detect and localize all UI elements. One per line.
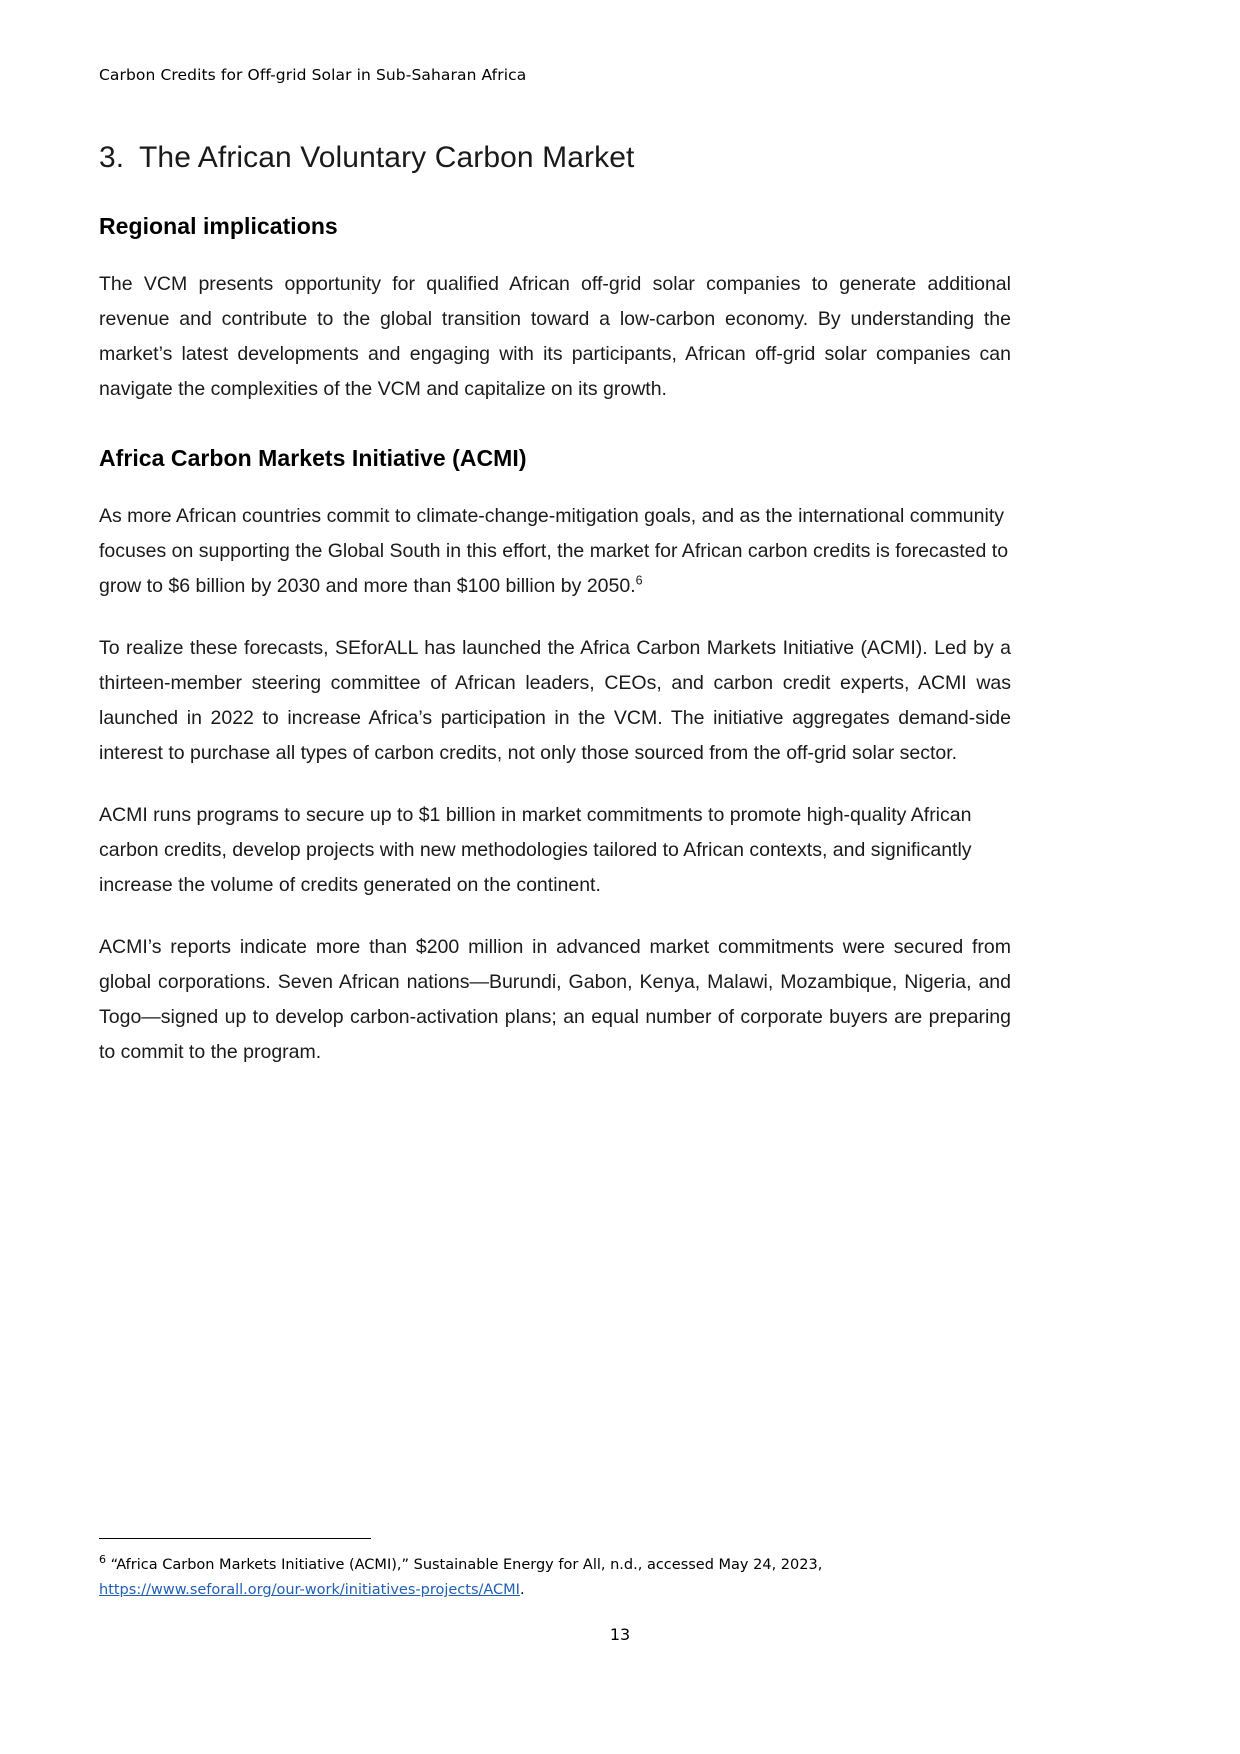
paragraph-acmi-forecast xyxy=(99,499,1011,604)
page-content xyxy=(99,0,1011,1070)
page-title xyxy=(99,141,1011,175)
footnote-text: “Africa Carbon Markets Initiative (ACMI),” Sustainable Energy for All, n.d., accessed May 24, 2023, xyxy=(110,1557,823,1573)
section-number: 3. xyxy=(99,141,125,174)
footnote-separator xyxy=(99,1538,371,1539)
paragraph-acmi-launch: To realize these forecasts, SEforALL has launched the Africa Carbon Markets Initiative (ACMI). Led by a thirteen-member steering committee of African leaders, CEOs, and carbon credit experts, ACMI was launched in 2022 to increase Africa’s participation in the VCM. The initiative aggregates demand-side interest to purchase all types of carbon credits, not only those sourced from the off-grid solar sector. xyxy=(99,637,1011,764)
footnote-reference-6[interactable]: 6 xyxy=(635,573,643,588)
running-header: Carbon Credits for Off-grid Solar in Sub-Saharan Africa xyxy=(99,66,527,84)
section-title-text: The African Voluntary Carbon Market xyxy=(139,141,635,174)
footnote-link[interactable]: https://www.seforall.org/our-work/initiatives-projects/ACMI xyxy=(99,1582,520,1598)
subheading-acmi: Africa Carbon Markets Initiative (ACMI) xyxy=(99,445,527,471)
footnote-number: 6 xyxy=(99,1553,106,1567)
paragraph-regional-implications: The VCM presents opportunity for qualified African off-grid solar companies to generate additional revenue and contribute to the global transition toward a low-carbon economy. By understanding the market’s latest developments and engaging with its participants, African off-grid solar companies can navigate the complexities of the VCM and capitalize on its growth. xyxy=(99,273,1011,400)
footnote-entry xyxy=(99,1553,1011,1603)
page-number: 13 xyxy=(609,1625,631,1644)
subheading-regional-implications: Regional implications xyxy=(99,213,338,239)
footnote-area xyxy=(99,1538,1011,1603)
paragraph-acmi-forecast-text: As more African countries commit to climate-change-mitigation goals, and as the international community focuses on supporting the Global South in this effort, the market for African carbon credits is forecasted to grow to $6 billion by 2030 and more than $100 billion by 2050. xyxy=(99,505,1009,597)
paragraph-acmi-reports: ACMI’s reports indicate more than $200 million in advanced market commitments were secured from global corporations. Seven African nations—Burundi, Gabon, Kenya, Malawi, Mozambique, Nigeria, and Togo—signed up to develop carbon-activation plans; an equal number of corporate buyers are preparing to commit to the program. xyxy=(99,936,1011,1063)
paragraph-acmi-programs: ACMI runs programs to secure up to $1 billion in market commitments to promote high-quality African carbon credits, develop projects with new methodologies tailored to African contexts, and significantly increase the volume of credits generated on the continent. xyxy=(99,804,972,896)
footnote-trailing: . xyxy=(519,1582,525,1598)
